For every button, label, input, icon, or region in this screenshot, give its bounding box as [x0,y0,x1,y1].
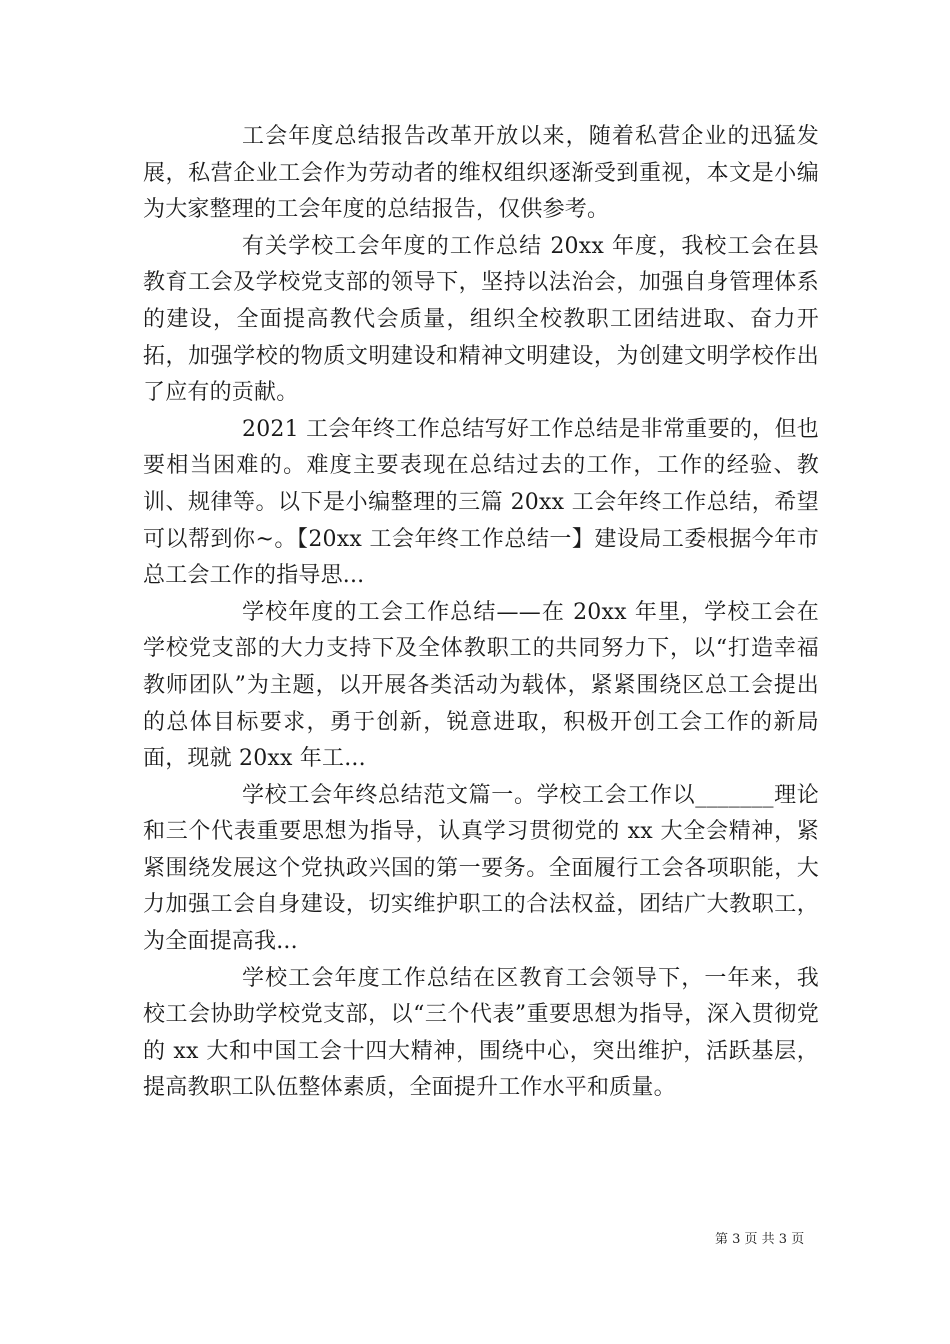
document-body [143,119,819,1107]
page-number-footer: 第 3 页 共 3 页 [715,1232,805,1247]
paragraph-6: 学校工会年度工作总结在区教育工会领导下，一年来，我校工会协助学校党支部，以“三个代表”重要思想为指导，深入贯彻党的 xx 大和中国工会十四大精神，围绕中心，突出维护，活跃基层，提高教职工队伍整体素质，全面提升工作水平和质量。 [143,965,819,1101]
paragraph-5: 学校工会年终总结范文篇一。学校工会工作以_______理论和三个代表重要思想为指导，认真学习贯彻党的 xx 大全会精神，紧紧围绕发展这个党执政兴国的第一要务。全面履行工会各项职能，大力加强工会自身建设，切实维护职工的合法权益，团结广大教职工，为全面提高我... [143,782,819,955]
paragraph-3: 2021 工会年终工作总结写好工作总结是非常重要的，但也要相当困难的。难度主要表现在总结过去的工作，工作的经验、教训、规律等。以下是小编整理的三篇 20xx 工会年终工作总结，希望可以帮到你~。【20xx 工会年终工作总结一】建设局工委根据今年市总工会工作的指导思... [143,416,819,589]
paragraph-2: 有关学校工会年度的工作总结 20xx 年度，我校工会在县教育工会及学校党支部的领导下，坚持以法治会，加强自身管理体系的建设，全面提高教代会质量，组织全校教职工团结进取、奋力开拓，加强学校的物质文明建设和精神文明建设，为创建文明学校作出了应有的贡献。 [143,233,819,406]
paragraph-4: 学校年度的工会工作总结——在 20xx 年里，学校工会在学校党支部的大力支持下及全体教职工的共同努力下，以“打造幸福教师团队”为主题，以开展各类活动为载体，紧紧围绕区总工会提出的总体目标要求，勇于创新，锐意进取，积极开创工会工作的新局面，现就 20xx 年工... [143,599,819,772]
paragraph-1: 工会年度总结报告改革开放以来，随着私营企业的迅猛发展，私营企业工会作为劳动者的维权组织逐渐受到重视，本文是小编为大家整理的工会年度的总结报告，仅供参考。 [143,124,819,223]
